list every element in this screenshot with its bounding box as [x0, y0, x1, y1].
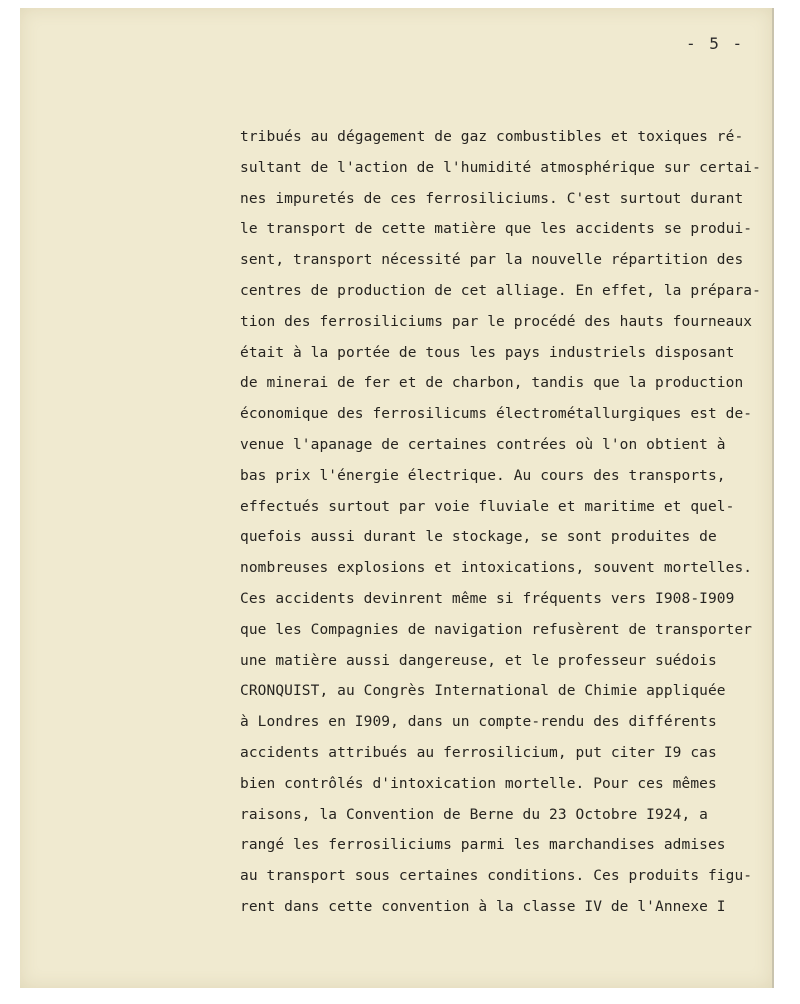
text-line-3: nes impuretés de ces ferrosiliciums. C'est surtout durant [240, 190, 744, 207]
text-line-8: était à la portée de tous les pays industriels disposant [240, 344, 735, 361]
text-line-7: tion des ferrosiliciums par le procédé des hauts fourneaux [240, 313, 753, 330]
text-line-14: quefois aussi durant le stockage, se sont produites de [240, 529, 717, 546]
text-line-19: CRONQUIST, au Congrès International de Chimie appliquée [240, 683, 726, 700]
text-line-24: rangé les ferrosiliciums parmi les marchandises admises [240, 837, 726, 854]
text-line-6: centres de production de cet alliage. En effet, la prépara- [240, 282, 761, 299]
text-line-18: une matière aussi dangereuse, et le professeur suédois [240, 652, 717, 669]
text-line-12: bas prix l'énergie électrique. Au cours des transports, [240, 467, 726, 484]
text-line-5: sent, transport nécessité par la nouvelle répartition des [240, 252, 744, 269]
text-line-16: Ces accidents devinrent même si fréquents vers I908-I909 [240, 590, 735, 607]
text-line-23: raisons, la Convention de Berne du 23 Octobre I924, a [240, 806, 708, 823]
text-line-25: au transport sous certaines conditions. Ces produits figu- [240, 868, 753, 885]
text-line-26: rent dans cette convention à la classe IV de l'Annexe I [240, 898, 726, 915]
text-line-10: économique des ferrosilicums électrométallurgiques est de- [240, 406, 753, 423]
text-line-17: que les Compagnies de navigation refusèrent de transporter [240, 621, 753, 638]
page-number: - 5 - [686, 34, 745, 53]
text-line-11: venue l'apanage de certaines contrées où l'on obtient à [240, 436, 726, 453]
text-line-21: accidents attribués au ferrosilicium, put citer I9 cas [240, 744, 717, 761]
body-text [240, 122, 780, 923]
text-line-9: de minerai de fer et de charbon, tandis que la production [240, 375, 744, 392]
text-line-22: bien contrôlés d'intoxication mortelle. Pour ces mêmes [240, 775, 717, 792]
text-line-4: le transport de cette matière que les accidents se produi- [240, 221, 753, 238]
text-line-15: nombreuses explosions et intoxications, souvent mortelles. [240, 560, 753, 577]
text-line-13: effectués surtout par voie fluviale et maritime et quel- [240, 498, 735, 515]
text-line-2: sultant de l'action de l'humidité atmosphérique sur certai- [240, 159, 761, 176]
text-line-20: à Londres en I909, dans un compte-rendu des différents [240, 714, 717, 731]
text-line-1: tribués au dégagement de gaz combustibles et toxiques ré- [240, 129, 744, 145]
